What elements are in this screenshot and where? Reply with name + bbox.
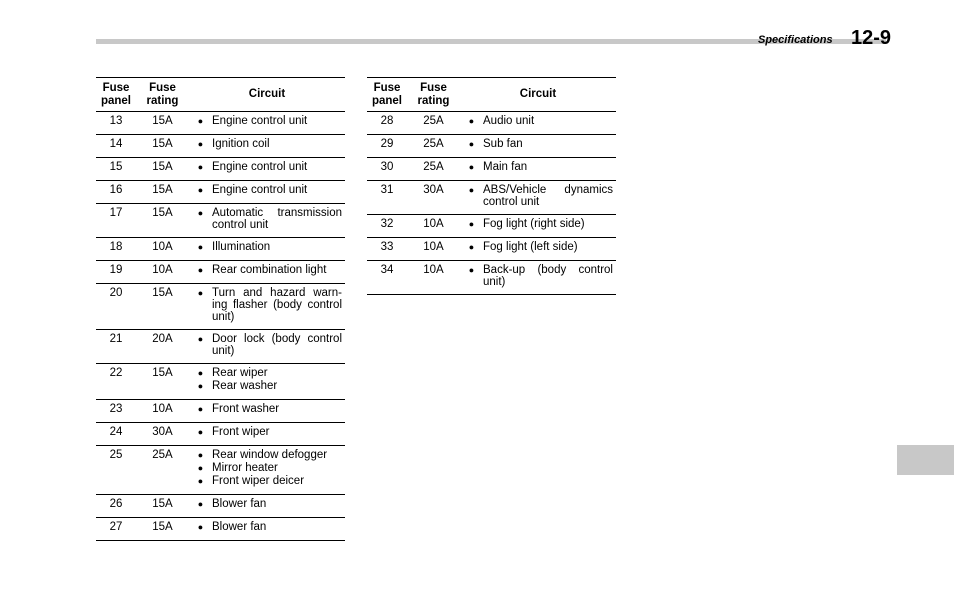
fuse-panel-number: 13 xyxy=(109,115,123,127)
fuse-rating: 15A xyxy=(152,184,173,196)
fuse-panel-number: 18 xyxy=(109,241,123,253)
col-header-rating: Fuse rating xyxy=(146,81,179,107)
table-row xyxy=(367,238,616,261)
bullet-icon: ● xyxy=(197,381,204,391)
circuit-cell xyxy=(189,204,345,238)
table-row xyxy=(96,495,345,518)
bullet-icon: ● xyxy=(468,219,475,229)
circuit-cell xyxy=(189,364,345,400)
table-row xyxy=(96,181,345,204)
fuse-rating: 10A xyxy=(152,403,173,415)
table-row xyxy=(96,135,345,158)
bullet-icon: ● xyxy=(468,265,475,275)
table-row xyxy=(367,135,616,158)
circuit-item xyxy=(189,138,342,151)
bullet-icon: ● xyxy=(197,265,204,275)
table-header-row xyxy=(367,78,616,112)
circuit-name: Rear washer xyxy=(212,380,278,392)
circuit-cell xyxy=(460,112,616,135)
fuse-panel-number: 34 xyxy=(380,264,394,276)
circuit-name: Door lock (body control unit) xyxy=(212,333,342,357)
circuit-name: Sub fan xyxy=(483,138,523,150)
fuse-panel-number: 30 xyxy=(380,161,394,173)
circuit-cell xyxy=(189,284,345,330)
fuse-panel-number: 21 xyxy=(109,333,123,345)
bullet-icon: ● xyxy=(197,450,204,460)
fuse-rating: 20A xyxy=(152,333,173,345)
bullet-icon: ● xyxy=(197,499,204,509)
table-row xyxy=(96,204,345,238)
circuit-cell xyxy=(460,158,616,181)
circuit-cell xyxy=(189,446,345,495)
bullet-icon: ● xyxy=(468,185,475,195)
bullet-icon: ● xyxy=(197,139,204,149)
col-header-panel: Fuse panel xyxy=(371,81,403,107)
table-row xyxy=(96,112,345,135)
circuit-name: Fog light (right side) xyxy=(483,218,585,230)
circuit-cell xyxy=(189,261,345,284)
circuit-item xyxy=(189,115,342,128)
fuse-panel-number: 28 xyxy=(380,115,394,127)
circuit-item xyxy=(460,184,613,208)
table-row xyxy=(96,284,345,330)
table-row xyxy=(96,238,345,261)
circuit-item xyxy=(189,207,342,231)
circuit-name: Audio unit xyxy=(483,115,535,127)
bullet-icon: ● xyxy=(468,242,475,252)
table-row xyxy=(96,330,345,364)
table-row xyxy=(96,518,345,541)
circuit-item xyxy=(189,475,342,488)
bullet-icon: ● xyxy=(197,242,204,252)
bullet-icon: ● xyxy=(197,116,204,126)
circuit-cell xyxy=(460,181,616,215)
circuit-cell xyxy=(189,400,345,423)
circuit-cell xyxy=(460,135,616,158)
fuse-rating: 15A xyxy=(152,287,173,299)
circuit-name: Blower fan xyxy=(212,498,267,510)
circuit-name: Blower fan xyxy=(212,521,267,533)
circuit-item xyxy=(189,498,342,511)
circuit-name: Turn and hazard warn-ing flasher (body control unit) xyxy=(212,287,342,323)
fuse-rating: 25A xyxy=(423,161,444,173)
circuit-item xyxy=(460,115,613,128)
circuit-name: Rear combination light xyxy=(212,264,327,276)
circuit-name: Front washer xyxy=(212,403,280,415)
fuse-rating: 15A xyxy=(152,521,173,533)
circuit-cell xyxy=(189,330,345,364)
circuit-name: ABS/Vehicle dynamics control unit xyxy=(483,184,613,208)
circuit-cell xyxy=(189,238,345,261)
bullet-icon: ● xyxy=(197,334,204,344)
circuit-cell xyxy=(189,181,345,204)
bullet-icon: ● xyxy=(197,185,204,195)
fuse-panel-number: 15 xyxy=(109,161,123,173)
circuit-item xyxy=(460,138,613,151)
circuit-item xyxy=(189,449,342,462)
circuit-item xyxy=(189,426,342,439)
fuse-panel-number: 32 xyxy=(380,218,394,230)
fuse-rating: 10A xyxy=(152,264,173,276)
circuit-name: Engine control unit xyxy=(212,115,308,127)
circuit-item xyxy=(189,161,342,174)
circuit-item xyxy=(189,184,342,197)
fuse-panel-number: 19 xyxy=(109,264,123,276)
fuse-panel-number: 27 xyxy=(109,521,123,533)
circuit-item xyxy=(189,367,342,380)
table-header-row xyxy=(96,78,345,112)
circuit-cell xyxy=(189,158,345,181)
fuse-rating: 15A xyxy=(152,498,173,510)
fuse-panel-number: 31 xyxy=(380,184,394,196)
fuse-rating: 10A xyxy=(423,264,444,276)
fuse-panel-number: 23 xyxy=(109,403,123,415)
fuse-rating: 15A xyxy=(152,207,173,219)
table-row xyxy=(96,400,345,423)
circuit-name: Back-up (body control unit) xyxy=(483,264,613,288)
circuit-name: Mirror heater xyxy=(212,462,278,474)
fuse-panel-number: 25 xyxy=(109,449,123,461)
fuse-rating: 15A xyxy=(152,115,173,127)
bullet-icon: ● xyxy=(197,368,204,378)
bullet-icon: ● xyxy=(468,116,475,126)
fuse-panel-number: 33 xyxy=(380,241,394,253)
page-number: 12-9 xyxy=(851,27,892,49)
table-row xyxy=(367,261,616,295)
table-row xyxy=(96,446,345,495)
bullet-icon: ● xyxy=(197,208,204,218)
circuit-name: Fog light (left side) xyxy=(483,241,578,253)
circuit-item xyxy=(460,218,613,231)
col-header-rating: Fuse rating xyxy=(417,81,450,107)
section-title: Specifications xyxy=(758,34,833,46)
col-header-panel: Fuse panel xyxy=(100,81,132,107)
fuse-table-right xyxy=(367,77,616,295)
circuit-item xyxy=(189,264,342,277)
circuit-cell xyxy=(189,423,345,446)
fuse-panel-number: 16 xyxy=(109,184,123,196)
circuit-item xyxy=(189,462,342,475)
circuit-cell xyxy=(189,495,345,518)
fuse-rating: 15A xyxy=(152,367,173,379)
circuit-name: Ignition coil xyxy=(212,138,270,150)
fuse-rating: 30A xyxy=(152,426,173,438)
fuse-table-left xyxy=(96,77,345,541)
circuit-item xyxy=(189,521,342,534)
circuit-cell xyxy=(189,112,345,135)
circuit-item xyxy=(189,287,342,323)
circuit-name: Front wiper xyxy=(212,426,270,438)
circuit-item xyxy=(189,380,342,393)
table-row xyxy=(367,181,616,215)
circuit-item xyxy=(460,264,613,288)
circuit-item xyxy=(189,403,342,416)
fuse-rating: 25A xyxy=(423,138,444,150)
fuse-rating: 10A xyxy=(423,241,444,253)
fuse-panel-number: 22 xyxy=(109,367,123,379)
table-row xyxy=(96,423,345,446)
circuit-cell xyxy=(460,261,616,295)
bullet-icon: ● xyxy=(468,162,475,172)
fuse-panel-number: 17 xyxy=(109,207,123,219)
fuse-rating: 10A xyxy=(152,241,173,253)
fuse-panel-number: 14 xyxy=(109,138,123,150)
circuit-cell xyxy=(460,238,616,261)
bullet-icon: ● xyxy=(197,162,204,172)
bullet-icon: ● xyxy=(197,476,204,486)
fuse-panel-number: 29 xyxy=(380,138,394,150)
circuit-cell xyxy=(189,518,345,541)
table-row xyxy=(96,364,345,400)
table-row xyxy=(367,158,616,181)
bullet-icon: ● xyxy=(468,139,475,149)
table-row xyxy=(96,158,345,181)
col-header-circuit: Circuit xyxy=(519,88,557,100)
fuse-rating: 30A xyxy=(423,184,444,196)
circuit-name: Rear window defogger xyxy=(212,449,328,461)
table-row xyxy=(96,261,345,284)
bullet-icon: ● xyxy=(197,463,204,473)
circuit-name: Illumination xyxy=(212,241,271,253)
circuit-name: Main fan xyxy=(483,161,528,173)
table-row xyxy=(367,215,616,238)
fuse-panel-number: 26 xyxy=(109,498,123,510)
bullet-icon: ● xyxy=(197,427,204,437)
circuit-name: Automatic transmission control unit xyxy=(212,207,342,231)
circuit-name: Rear wiper xyxy=(212,367,268,379)
circuit-item xyxy=(460,241,613,254)
circuit-name: Front wiper deicer xyxy=(212,475,305,487)
bullet-icon: ● xyxy=(197,404,204,414)
circuit-item xyxy=(189,333,342,357)
circuit-cell xyxy=(460,215,616,238)
circuit-item xyxy=(189,241,342,254)
circuit-name: Engine control unit xyxy=(212,184,308,196)
circuit-name: Engine control unit xyxy=(212,161,308,173)
table-row xyxy=(367,112,616,135)
chapter-tab xyxy=(897,445,954,475)
fuse-rating: 25A xyxy=(423,115,444,127)
fuse-rating: 15A xyxy=(152,138,173,150)
circuit-item xyxy=(460,161,613,174)
fuse-rating: 25A xyxy=(152,449,173,461)
fuse-rating: 15A xyxy=(152,161,173,173)
circuit-cell xyxy=(189,135,345,158)
bullet-icon: ● xyxy=(197,288,204,298)
fuse-rating: 10A xyxy=(423,218,444,230)
fuse-panel-number: 20 xyxy=(109,287,123,299)
bullet-icon: ● xyxy=(197,522,204,532)
col-header-circuit: Circuit xyxy=(248,88,286,100)
fuse-panel-number: 24 xyxy=(109,426,123,438)
